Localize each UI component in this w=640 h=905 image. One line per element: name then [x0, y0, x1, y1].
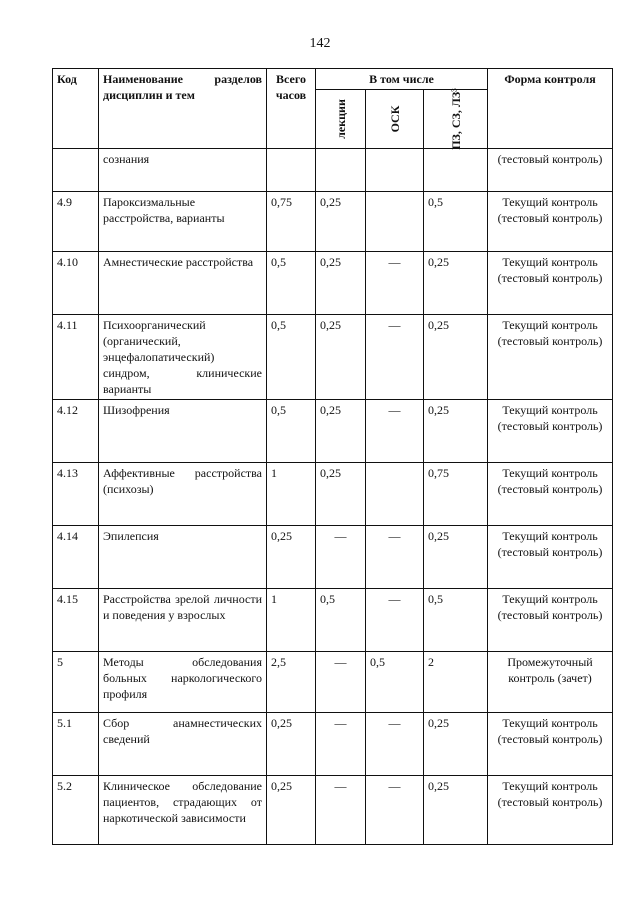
cell-name: сознания — [99, 149, 267, 192]
cell-code: 4.10 — [53, 252, 99, 315]
cell-total: 0,5 — [267, 315, 316, 400]
header-pz-cell — [424, 90, 488, 149]
cell-control: Текущий контроль (тестовый контроль) — [488, 315, 613, 400]
cell-osk: — — [366, 400, 424, 463]
cell-lectures: 0,25 — [316, 400, 366, 463]
cell-code: 4.14 — [53, 526, 99, 589]
cell-control: Текущий контроль (тестовый контроль) — [488, 589, 613, 652]
cell-pz: 0,25 — [424, 713, 488, 776]
cell-name: Амнестические расстройства — [99, 252, 267, 315]
header-osk: ОСК — [387, 105, 402, 133]
cell-pz: 0,5 — [424, 192, 488, 252]
table-row — [53, 526, 613, 589]
header-control: Форма контроля — [488, 69, 613, 149]
cell-control: Текущий контроль (тестовый контроль) — [488, 252, 613, 315]
cell-code: 4.13 — [53, 463, 99, 526]
cell-pz: 0,75 — [424, 463, 488, 526]
header-row — [53, 69, 613, 90]
table-row — [53, 400, 613, 463]
cell-lectures: 0,5 — [316, 589, 366, 652]
cell-pz: 0,25 — [424, 252, 488, 315]
page-number: 142 — [309, 36, 331, 51]
table-row — [53, 776, 613, 845]
cell-code: 5.2 — [53, 776, 99, 845]
cell-pz: 2 — [424, 652, 488, 713]
cell-osk — [366, 149, 424, 192]
cell-total: 0,25 — [267, 776, 316, 845]
cell-lectures: 0,25 — [316, 192, 366, 252]
cell-control: Текущий контроль (тестовый контроль) — [488, 526, 613, 589]
table-row — [53, 463, 613, 526]
cell-name: Методы обследования больных наркологического профиля — [99, 652, 267, 713]
table-row — [53, 149, 613, 192]
cell-osk: — — [366, 252, 424, 315]
table-row — [53, 713, 613, 776]
cell-lectures: 0,25 — [316, 252, 366, 315]
header-lectures: лекции — [333, 99, 348, 139]
cell-total: 0,5 — [267, 400, 316, 463]
cell-lectures: 0,25 — [316, 315, 366, 400]
cell-name: Психоорганический (органический, энцефалопатический) синдром, клинические варианты — [99, 315, 267, 400]
cell-lectures: — — [316, 652, 366, 713]
cell-total: 0,25 — [267, 526, 316, 589]
cell-pz: 0,5 — [424, 589, 488, 652]
header-pz: ПЗ, СЗ, ЛЗ³ — [448, 88, 463, 150]
cell-pz — [424, 149, 488, 192]
cell-total — [267, 149, 316, 192]
cell-code: 4.9 — [53, 192, 99, 252]
table-row-section — [53, 652, 613, 713]
header-including: В том числе — [316, 69, 488, 90]
cell-osk: — — [366, 713, 424, 776]
cell-name: Расстройства зрелой личности и поведения у взрослых — [99, 589, 267, 652]
table-row — [53, 315, 613, 400]
cell-osk — [366, 192, 424, 252]
cell-code: 5 — [53, 652, 99, 713]
cell-control: Текущий контроль (тестовый контроль) — [488, 776, 613, 845]
cell-osk: — — [366, 589, 424, 652]
cell-osk: 0,5 — [366, 652, 424, 713]
header-name: Наименование разделов дисциплин и тем — [99, 69, 267, 149]
cell-pz: 0,25 — [424, 315, 488, 400]
cell-osk — [366, 463, 424, 526]
cell-total: 0,75 — [267, 192, 316, 252]
cell-total: 1 — [267, 589, 316, 652]
cell-control: Текущий контроль (тестовый контроль) — [488, 463, 613, 526]
table-row — [53, 589, 613, 652]
cell-lectures: — — [316, 713, 366, 776]
cell-name: Клиническое обследование пациентов, страдающих от наркотической зависимости — [99, 776, 267, 845]
cell-code: 4.12 — [53, 400, 99, 463]
cell-name: Эпилепсия — [99, 526, 267, 589]
cell-pz: 0,25 — [424, 776, 488, 845]
cell-lectures: — — [316, 776, 366, 845]
cell-code: 4.15 — [53, 589, 99, 652]
cell-osk: — — [366, 776, 424, 845]
cell-pz: 0,25 — [424, 526, 488, 589]
table-row — [53, 192, 613, 252]
cell-control: Текущий контроль (тестовый контроль) — [488, 713, 613, 776]
cell-control: Промежуточный контроль (зачет) — [488, 652, 613, 713]
cell-control: Текущий контроль (тестовый контроль) — [488, 400, 613, 463]
cell-name: Пароксизмальные расстройства, варианты — [99, 192, 267, 252]
curriculum-table — [52, 68, 613, 845]
cell-control: (тестовый контроль) — [488, 149, 613, 192]
cell-osk: — — [366, 526, 424, 589]
cell-total: 2,5 — [267, 652, 316, 713]
cell-control: Текущий контроль (тестовый контроль) — [488, 192, 613, 252]
cell-total: 1 — [267, 463, 316, 526]
cell-code — [53, 149, 99, 192]
cell-name: Сбор анамнестических сведений — [99, 713, 267, 776]
cell-pz: 0,25 — [424, 400, 488, 463]
cell-lectures: — — [316, 526, 366, 589]
header-lectures-cell — [316, 90, 366, 149]
header-osk-cell — [366, 90, 424, 149]
cell-total: 0,5 — [267, 252, 316, 315]
cell-lectures — [316, 149, 366, 192]
cell-name: Шизофрения — [99, 400, 267, 463]
cell-code: 5.1 — [53, 713, 99, 776]
table-row — [53, 252, 613, 315]
cell-lectures: 0,25 — [316, 463, 366, 526]
cell-code: 4.11 — [53, 315, 99, 400]
cell-name: Аффективные расстройства (психозы) — [99, 463, 267, 526]
cell-total: 0,25 — [267, 713, 316, 776]
cell-osk: — — [366, 315, 424, 400]
header-total: Всего часов — [267, 69, 316, 149]
header-code: Код — [53, 69, 99, 149]
